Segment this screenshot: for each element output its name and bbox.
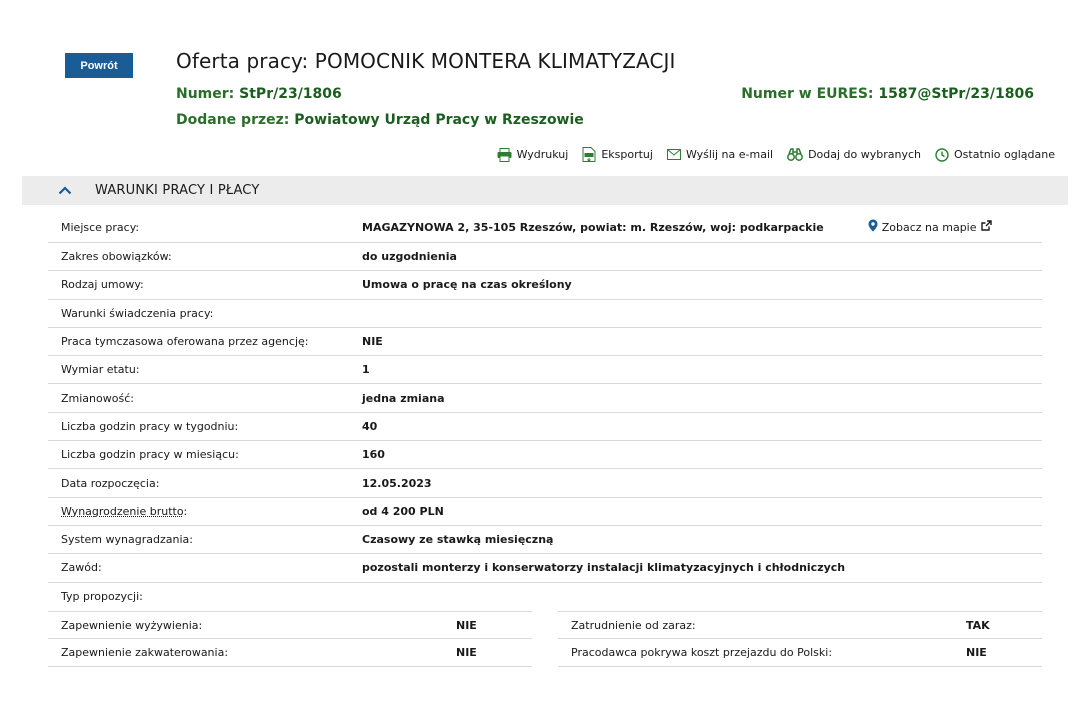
table-row [48, 384, 1042, 412]
binoculars-icon [787, 148, 803, 161]
row-label: Liczba godzin pracy w miesiącu: [61, 448, 239, 462]
table-row [558, 611, 1042, 639]
table-row [48, 413, 1042, 441]
table-row [48, 611, 532, 639]
print-action[interactable] [497, 148, 569, 162]
row-value: NIE [966, 646, 987, 660]
row-label: Miejsce pracy: [61, 220, 140, 234]
external-link-icon [981, 220, 992, 234]
row-value: NIE [456, 618, 477, 632]
table-row [558, 639, 1042, 667]
printer-icon [497, 148, 512, 162]
row-label: Warunki świadczenia pracy: [61, 306, 214, 320]
map-pin-icon [868, 219, 878, 235]
table-row [48, 328, 1042, 356]
table-row [48, 271, 1042, 299]
row-label: Wymiar etatu: [61, 363, 140, 377]
back-button[interactable]: Powrót [65, 53, 133, 78]
map-link[interactable] [868, 219, 992, 235]
export-label: Eksportuj [601, 148, 653, 161]
recent-label: Ostatnio oglądane [954, 148, 1055, 161]
section-header-work-conditions[interactable] [22, 176, 1068, 205]
table-row [48, 526, 1042, 554]
table-row [48, 441, 1042, 469]
row-value: Umowa o pracę na czas określony [362, 278, 572, 292]
table-row [48, 469, 1042, 497]
offer-number-value: StPr/23/1806 [239, 86, 342, 102]
row-label-salary[interactable]: Wynagrodzenie brutto: [61, 504, 188, 518]
row-label: System wynagradzania: [61, 533, 193, 547]
added-by-value: Powiatowy Urząd Pracy w Rzeszowie [294, 112, 584, 128]
row-value: TAK [966, 618, 990, 632]
row-label: Rodzaj umowy: [61, 278, 144, 292]
email-label: Wyślij na e-mail [685, 148, 774, 161]
conditions-table [48, 212, 1042, 667]
row-label: Pracodawca pokrywa koszt przejazdu do Polski: [571, 646, 833, 660]
offer-number [176, 86, 342, 102]
table-row [48, 243, 1042, 271]
map-link-label: Zobacz na mapie [881, 220, 977, 234]
row-label: Zapewnienie wyżywienia: [61, 618, 203, 632]
row-value: NIE [456, 646, 477, 660]
pdf-export-icon [582, 147, 596, 162]
row-value: od 4 200 PLN [362, 504, 444, 518]
added-by [176, 112, 584, 128]
email-action[interactable] [667, 148, 773, 161]
favorite-action[interactable] [787, 148, 921, 161]
page-title: Oferta pracy: POMOCNIK MONTERA KLIMATYZACJI [176, 49, 676, 73]
row-label: Praca tymczasowa oferowana przez agencję: [61, 335, 309, 349]
export-action[interactable] [582, 147, 653, 162]
recent-action[interactable] [935, 148, 1055, 162]
table-row [48, 583, 1042, 611]
table-row [48, 356, 1042, 384]
row-label: Zawód: [61, 561, 102, 575]
eures-number-value: 1587@StPr/23/1806 [878, 86, 1034, 102]
row-label: Zatrudnienie od zaraz: [571, 618, 696, 632]
favorite-label: Dodaj do wybranych [808, 148, 922, 161]
envelope-icon [667, 149, 681, 160]
proposal-type-grid [48, 611, 1042, 668]
row-value: NIE [362, 335, 383, 349]
eures-number-label: Numer w EURES: [741, 86, 874, 102]
offer-number-label: Numer: [176, 86, 235, 102]
proposal-right-column [558, 611, 1042, 668]
proposal-left-column [48, 611, 532, 668]
row-label: Zakres obowiązków: [61, 250, 172, 264]
actions-bar [497, 147, 1055, 162]
table-row [48, 212, 1042, 243]
row-value: MAGAZYNOWA 2, 35-105 Rzeszów, powiat: m. Rzeszów, woj: podkarpackie [362, 220, 824, 234]
row-value: do uzgodnienia [362, 250, 457, 264]
row-value: 1 [362, 363, 370, 377]
row-value: 12.05.2023 [362, 476, 432, 490]
table-row [48, 498, 1042, 526]
row-value: 160 [362, 448, 385, 462]
table-row [48, 554, 1042, 582]
row-value: Czasowy ze stawką miesięczną [362, 533, 554, 547]
row-label: Zapewnienie zakwaterowania: [61, 646, 229, 660]
row-label: Liczba godzin pracy w tygodniu: [61, 419, 239, 433]
row-value: 40 [362, 419, 378, 433]
section-title: WARUNKI PRACY I PŁACY [95, 183, 260, 198]
row-value: pozostali monterzy i konserwatorzy instalacji klimatyzacyjnych i chłodniczych [362, 561, 846, 575]
row-label: Data rozpoczęcia: [61, 476, 160, 490]
row-label: Typ propozycji: [61, 590, 143, 604]
row-value: jedna zmiana [362, 391, 445, 405]
table-row [48, 639, 532, 667]
eures-number [741, 86, 1034, 102]
added-by-label: Dodane przez: [176, 112, 290, 128]
table-row [48, 300, 1042, 328]
clock-icon [935, 148, 949, 162]
row-label: Zmianowość: [61, 391, 134, 405]
print-label: Wydrukuj [516, 148, 569, 161]
chevron-up-icon[interactable] [58, 183, 74, 199]
salary-tooltip-term[interactable]: Wynagrodzenie brutto [61, 504, 184, 518]
